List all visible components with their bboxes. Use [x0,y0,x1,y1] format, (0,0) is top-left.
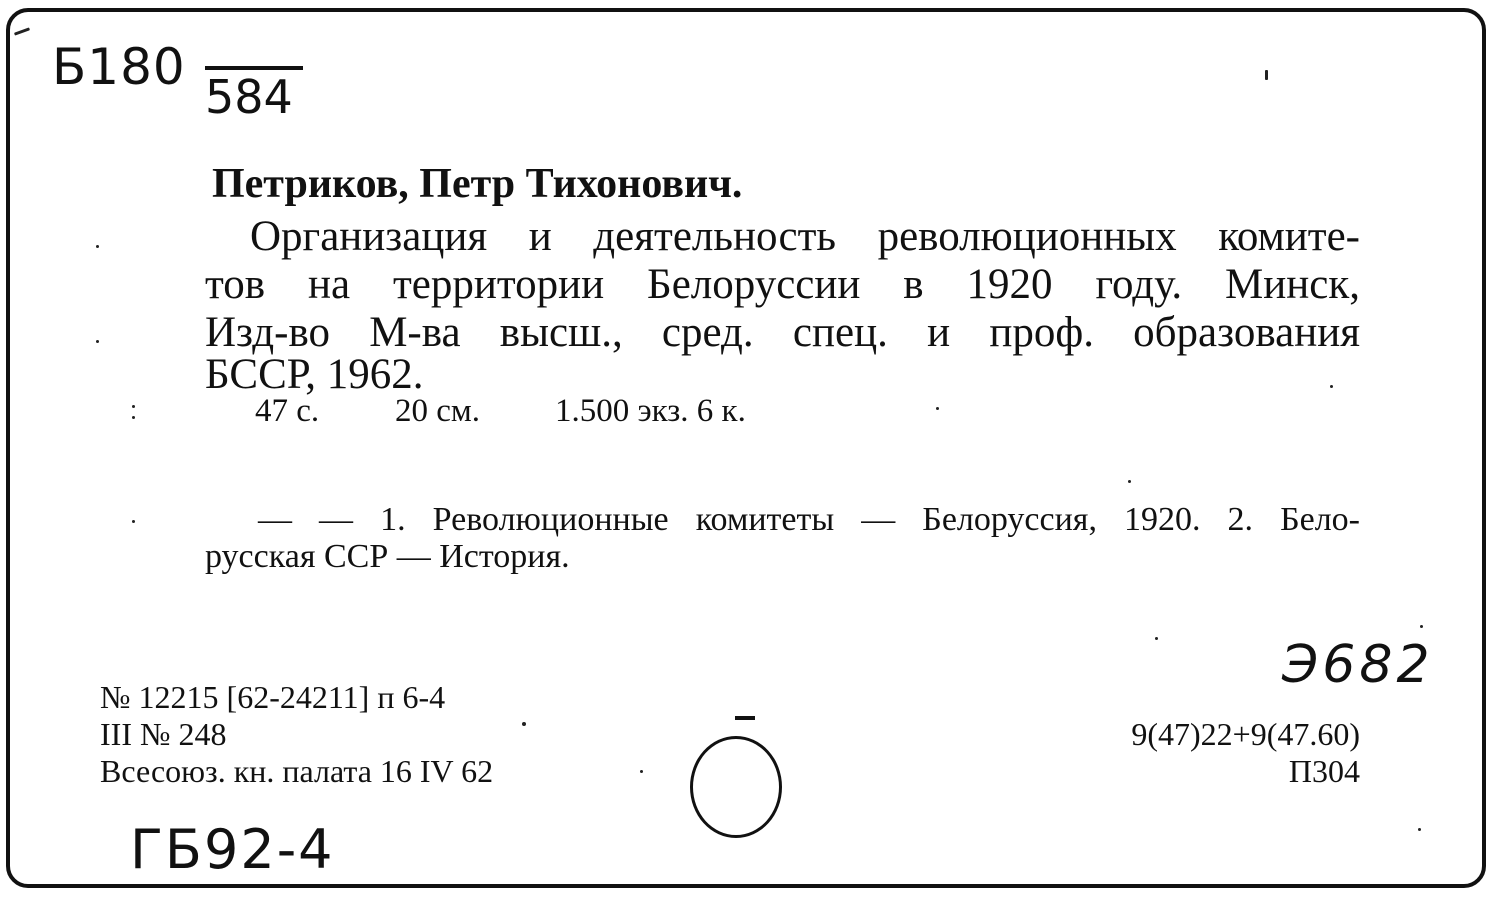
scan-speck [132,405,135,408]
scan-speck [1128,480,1131,483]
scan-speck [96,245,99,248]
scan-speck [1155,637,1158,640]
classification-index: 9(47)22+9(47.60) [1131,716,1360,752]
series-number: III № 248 [100,716,227,752]
scan-speck [132,416,135,419]
title-line-1: Организация и деятельность революционных комите- [250,213,1360,260]
punch-hole [690,736,782,838]
title-line-3: Изд-во М-ва высш., сред. спец. и проф. образования [205,309,1360,356]
order-number: № 12215 [62-24211] п 6-4 [100,679,446,715]
handwritten-shelf-mark: Б180 [52,38,186,96]
title-line-4: БССР, 1962. [205,351,424,398]
title-line-2: тов на территории Белоруссии в 1920 году. Минск, [205,261,1360,308]
handwritten-shelf-number: 584 [205,70,293,124]
scan-speck [522,722,526,726]
handwritten-bottom-code: ГБ92-4 [130,818,335,881]
scan-speck [640,770,643,773]
scan-speck [1265,70,1268,80]
subjects-line-1: — — 1. Революционные комитеты — Белоруссия, 1920. 2. Бело- [258,501,1360,538]
scan-speck [1418,828,1421,831]
punch-hole-tab [735,716,755,720]
collation-copies-price: 1.500 экз. 6 к. [555,393,746,429]
publisher-note: Всесоюз. кн. палата 16 IV 62 [100,753,494,789]
author-heading: Петриков, Петр Тихонович. [212,161,743,207]
scan-speck [936,407,939,410]
author-mark: П304 [1288,753,1360,789]
collation-pages: 47 с. [255,393,320,429]
scan-speck [96,340,99,343]
scan-speck [1330,385,1333,388]
collation-size: 20 см. [395,393,481,429]
handwritten-inventory-note: Э682 [1282,635,1434,695]
scan-speck [132,520,135,523]
subjects-line-2: русская ССР — История. [205,538,570,575]
scan-speck [1420,625,1423,628]
